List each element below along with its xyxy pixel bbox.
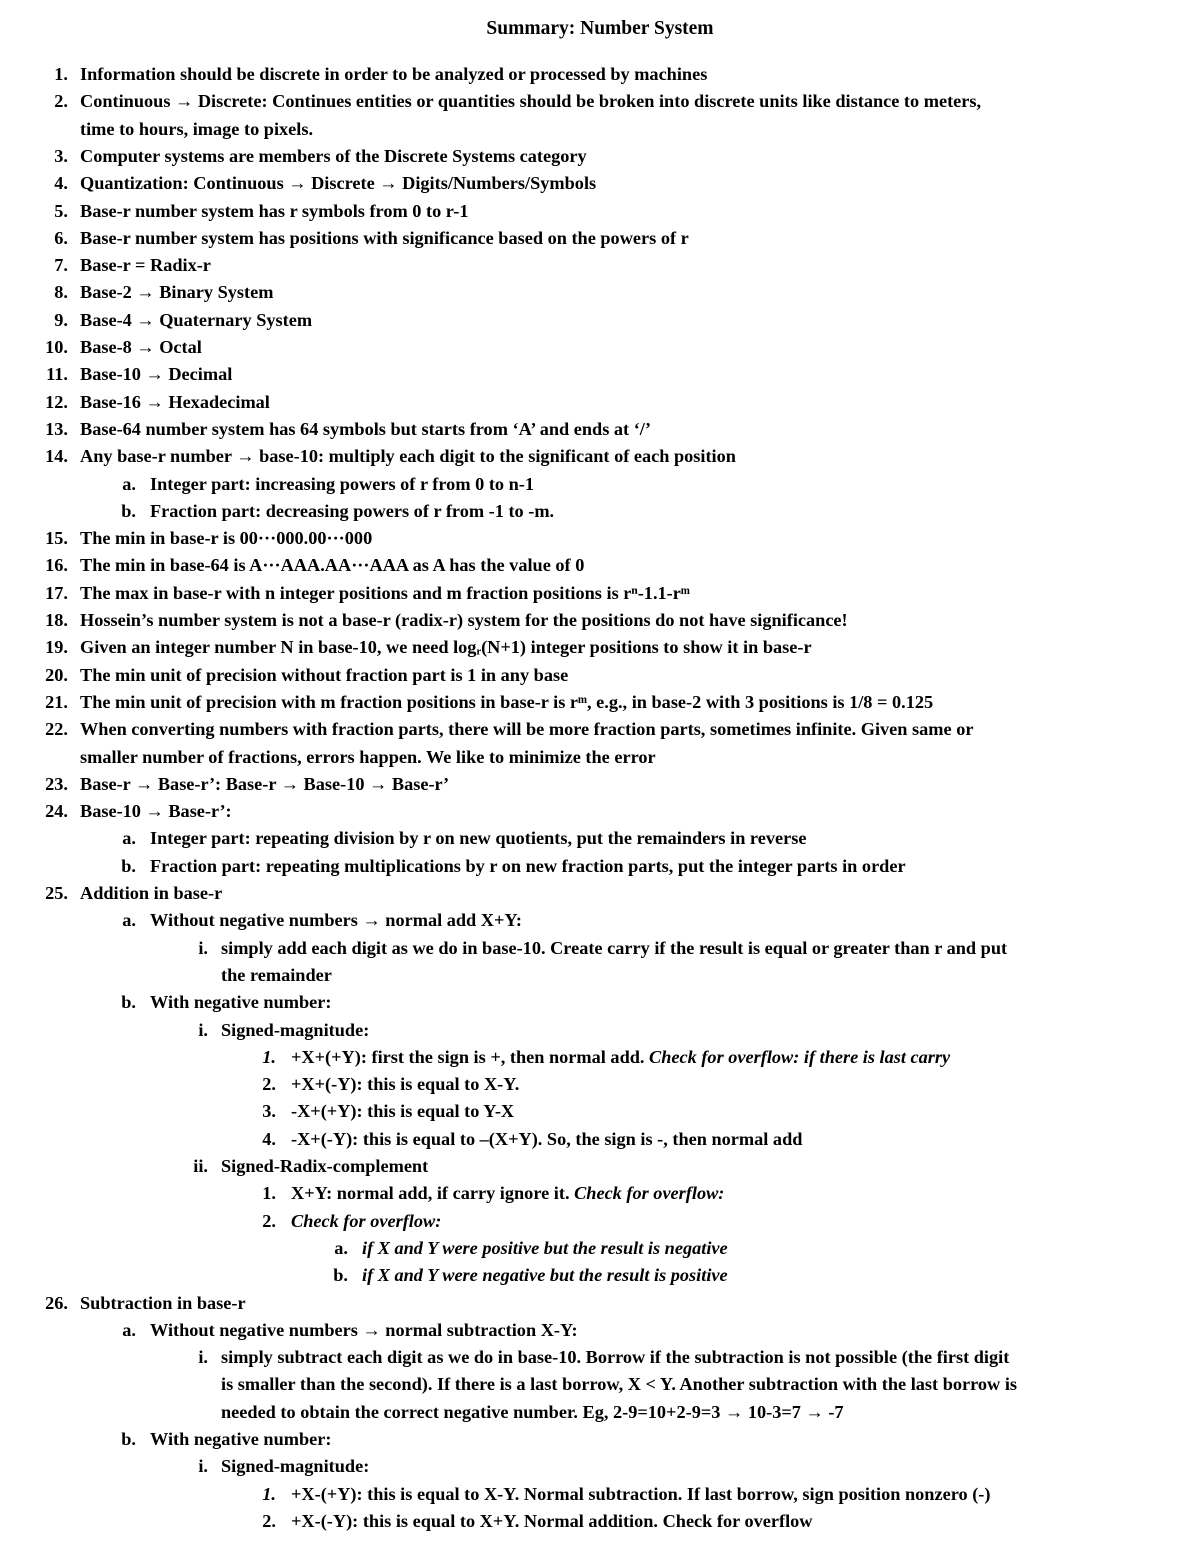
list-item-text	[80, 581, 690, 605]
list-item-text-regular: needed to obtain the correct negative number. Eg, 2-9=10+2-9=3 → 10-3=7 → -7	[221, 1401, 844, 1422]
page-title: Summary: Number System	[486, 18, 714, 39]
list-item-text	[150, 908, 522, 932]
list-item-text	[80, 635, 812, 659]
list-item-text	[291, 1482, 990, 1506]
list-item-number: a.	[334, 1237, 348, 1258]
list-item-text	[362, 1236, 728, 1260]
list-item-number: 1.	[262, 1046, 276, 1067]
list-item-text	[80, 526, 372, 550]
list-item-number: b.	[121, 500, 136, 521]
list-item-text	[291, 1127, 802, 1151]
list-item-text-regular: Addition in base-r	[80, 883, 223, 903]
list-item-number: b.	[121, 1429, 136, 1449]
list-item-text	[80, 308, 312, 332]
list-item-text-regular: Base-10 → Base-r’:	[80, 801, 232, 822]
list-item-text-regular: Hossein’s number system is not a base-r (radix-r) system for the positions do not have significance!	[80, 610, 848, 630]
list-item-number: i.	[198, 937, 208, 958]
list-item-text	[80, 362, 232, 386]
list-item-number: 22.	[45, 719, 68, 740]
list-item-text	[221, 1400, 844, 1424]
list-item-text-regular: +X-(+Y): this is equal to X-Y. Normal subtraction. If last borrow, sign position nonzero (-)	[291, 1483, 991, 1504]
list-item-number: a.	[122, 910, 136, 931]
list-item-text	[80, 280, 273, 304]
list-item-text	[80, 690, 933, 714]
list-item-text-regular: Base-8 → Octal	[80, 337, 202, 357]
list-item-text-regular: -X+(+Y): this is equal to Y-X	[291, 1101, 515, 1122]
list-item-number: 3.	[262, 1101, 276, 1122]
list-item-text-regular: the remainder	[221, 964, 332, 985]
list-item-number: 4.	[54, 173, 68, 194]
list-item-text-italic: Check for overflow: if there is last carry	[649, 1046, 951, 1067]
list-item-text-regular: With negative number:	[150, 992, 332, 1013]
list-item-text	[291, 1099, 514, 1123]
list-item-text-regular: The min unit of precision with m fraction positions in base-r is rᵐ, e.g., in base-2 with 3 positions is 1/8 = 0.125	[80, 691, 934, 712]
list-item-text-regular: is smaller than the second). If there is a last borrow, X < Y. Another subtraction with the last borrow is	[221, 1374, 1018, 1395]
list-item-text	[362, 1263, 728, 1287]
list-item-text-regular: Base-10 → Decimal	[80, 364, 233, 385]
list-item-text	[80, 799, 232, 823]
list-item-number: b.	[333, 1265, 348, 1286]
list-item-number: 2.	[262, 1210, 276, 1231]
list-item-text	[150, 826, 806, 850]
list-item-text	[80, 62, 707, 86]
list-item-text-regular: Base-16 → Hexadecimal	[80, 391, 270, 412]
list-item-number: 26.	[45, 1292, 68, 1313]
list-item-text-regular: Signed-Radix-complement	[221, 1156, 429, 1176]
list-item-text-regular: Base-r number system has r symbols from 0 to r-1	[80, 200, 469, 221]
list-item-number: a.	[122, 828, 136, 849]
list-item-text	[291, 1509, 813, 1533]
list-item-number: 9.	[54, 309, 68, 330]
list-item-number: b.	[121, 992, 136, 1013]
list-item-number: 4.	[262, 1128, 276, 1149]
list-item-text-regular: When converting numbers with fraction parts, there will be more fraction parts, sometimes infinite. Given same or	[80, 719, 974, 740]
list-item-number: 3.	[54, 145, 68, 166]
list-item-text-regular: Integer part: repeating division by r on new quotients, put the remainders in reverse	[150, 828, 807, 849]
list-item-text	[150, 854, 906, 878]
list-item-number: 18.	[45, 610, 68, 630]
list-item-text-regular: The max in base-r with n integer positions and m fraction positions is rⁿ-1.1-rᵐ	[80, 582, 690, 603]
list-item-text	[80, 1291, 246, 1315]
list-item-text-regular: -X+(-Y): this is equal to –(X+Y). So, the sign is -, then normal add	[291, 1128, 803, 1149]
list-item-number: 17.	[45, 582, 68, 603]
list-item-text-regular: X+Y: normal add, if carry ignore it.	[291, 1183, 575, 1204]
list-item-number: i.	[198, 1019, 208, 1040]
list-item-text-regular: Base-4 → Quaternary System	[80, 309, 313, 330]
list-item-text	[80, 226, 689, 250]
list-item-text-regular: Without negative numbers → normal subtraction X-Y:	[150, 1319, 578, 1340]
list-item-number: 6.	[54, 227, 68, 248]
list-item-text-regular: The min unit of precision without fraction part is 1 in any base	[80, 664, 569, 685]
list-item-number: 23.	[45, 773, 68, 794]
list-item-text	[80, 335, 202, 359]
list-item-text-italic: Check for overflow:	[574, 1183, 725, 1204]
list-item-text	[150, 1427, 331, 1451]
list-item-number: 14.	[45, 446, 68, 467]
list-item-number: 16.	[45, 555, 68, 576]
list-item-text-regular: +X+(+Y): first the sign is +, then normal add.	[291, 1046, 650, 1067]
list-item-number: 19.	[45, 637, 68, 658]
list-item-text-regular: Subtraction in base-r	[80, 1292, 246, 1313]
list-item-text-regular: smaller number of fractions, errors happen. We like to minimize the error	[80, 746, 656, 767]
list-item-text	[80, 663, 568, 687]
list-item-text	[80, 390, 270, 414]
list-item-text	[150, 472, 534, 496]
list-item-number: 2.	[262, 1074, 276, 1095]
list-item-text-regular: Fraction part: repeating multiplications by r on new fraction parts, put the integer parts in order	[150, 855, 906, 876]
list-item-number: 12.	[45, 391, 68, 412]
list-item-text	[80, 199, 468, 223]
list-item-text-regular: With negative number:	[150, 1429, 332, 1449]
list-item-text	[80, 253, 211, 277]
list-item-text	[221, 1018, 369, 1042]
list-item-number: 7.	[54, 255, 68, 276]
list-item-number: 8.	[54, 282, 68, 303]
list-item-text-italic: if X and Y were positive but the result is negative	[362, 1237, 728, 1258]
list-item-text-regular: Given an integer number N in base-10, we need logᵣ(N+1) integer positions to show it in base-r	[80, 637, 812, 658]
list-item-text-regular: The min in base-64 is A···AAA.AA···AAA as A has the value of 0	[80, 555, 585, 576]
list-item-text-regular: +X-(-Y): this is equal to X+Y. Normal addition. Check for overflow	[291, 1510, 813, 1531]
list-item-number: a.	[122, 1319, 136, 1340]
list-item-text	[291, 1209, 441, 1233]
list-item-text-regular: The min in base-r is 00···000.00···000	[80, 528, 373, 549]
list-item-number: 2.	[262, 1510, 276, 1531]
list-item-text-regular: Without negative numbers → normal add X+Y:	[150, 910, 523, 931]
list-item-text	[150, 1318, 578, 1342]
list-item-number: 15.	[45, 528, 68, 549]
list-item-text	[291, 1045, 950, 1069]
list-item-number: 21.	[45, 691, 68, 712]
list-item-number: 10.	[45, 337, 68, 357]
list-item-number: 25.	[45, 883, 68, 903]
list-item-text-regular: Continuous → Discrete: Continues entities or quantities should be broken into discrete units like distance to meters,	[80, 91, 982, 112]
list-item-text-regular: Base-r → Base-r’: Base-r → Base-10 → Base-r’	[80, 773, 450, 794]
list-item-text	[150, 499, 554, 523]
list-item-text-regular: Any base-r number → base-10: multiply each digit to the significant of each position	[80, 446, 736, 467]
list-item-text	[80, 608, 848, 632]
list-item-number: b.	[121, 855, 136, 876]
list-item-text	[80, 745, 656, 769]
list-item-number: 20.	[45, 664, 68, 685]
list-item-text-regular: time to hours, image to pixels.	[80, 118, 314, 139]
list-item-number: 1.	[54, 64, 68, 84]
list-item-text	[221, 1454, 369, 1478]
list-item-text-regular: Integer part: increasing powers of r from 0 to n-1	[150, 473, 535, 494]
list-item-text	[80, 717, 973, 741]
list-item-text-regular: Information should be discrete in order to be analyzed or processed by machines	[80, 64, 708, 84]
list-item-text-italic: if X and Y were negative but the result is positive	[362, 1265, 728, 1286]
list-item-number: a.	[122, 473, 136, 494]
list-item-text-regular: +X+(-Y): this is equal to X-Y.	[291, 1074, 520, 1095]
list-item-text	[221, 1345, 1009, 1369]
list-item-text-italic: Check for overflow:	[291, 1210, 442, 1231]
list-item-text	[150, 990, 331, 1014]
list-item-text-regular: Base-r number system has positions with significance based on the powers of r	[80, 227, 689, 248]
list-item-text-regular: Quantization: Continuous → Discrete → Digits/Numbers/Symbols	[80, 173, 597, 194]
list-item-text	[80, 171, 596, 195]
list-item-text	[291, 1181, 724, 1205]
list-item-text-regular: simply subtract each digit as we do in base-10. Borrow if the subtraction is not possible (the first digit	[221, 1347, 1010, 1368]
list-item-text-regular: Base-64 number system has 64 symbols but starts from ‘A’ and ends at ‘/’	[80, 418, 651, 439]
list-item-number: 24.	[45, 801, 68, 822]
list-item-text	[291, 1072, 519, 1096]
list-item-text-regular: Signed-magnitude:	[221, 1019, 370, 1040]
list-item-text-regular: Fraction part: decreasing powers of r from -1 to -m.	[150, 500, 555, 521]
list-item-text	[80, 117, 313, 141]
list-item-text	[80, 89, 981, 113]
list-item-text	[80, 772, 449, 796]
list-item-number: 1.	[262, 1183, 276, 1204]
list-item-text	[221, 963, 332, 987]
list-item-number: 1.	[262, 1483, 276, 1504]
list-item-text	[80, 881, 222, 905]
list-item-text-regular: Computer systems are members of the Discrete Systems category	[80, 145, 587, 166]
list-item-text	[221, 936, 1007, 960]
list-item-text-regular: simply add each digit as we do in base-10. Create carry if the result is equal or greater than r and put	[221, 937, 1008, 958]
list-item-text-regular: Base-2 → Binary System	[80, 282, 274, 303]
list-item-text	[221, 1154, 428, 1178]
list-item-number: 5.	[54, 200, 68, 221]
list-item-text	[80, 417, 651, 441]
list-item-number: 11.	[46, 364, 68, 385]
list-item-text-regular: Signed-magnitude:	[221, 1456, 370, 1477]
list-item-text	[80, 553, 584, 577]
list-item-number: ii.	[193, 1156, 208, 1176]
list-item-number: 13.	[45, 418, 68, 439]
list-item-number: 2.	[54, 91, 68, 112]
list-item-text	[80, 144, 587, 168]
list-item-text	[80, 444, 736, 468]
list-item-number: i.	[198, 1347, 208, 1368]
list-item-text	[221, 1372, 1017, 1396]
list-item-text-regular: Base-r = Radix-r	[80, 255, 211, 276]
list-item-number: i.	[198, 1456, 208, 1477]
